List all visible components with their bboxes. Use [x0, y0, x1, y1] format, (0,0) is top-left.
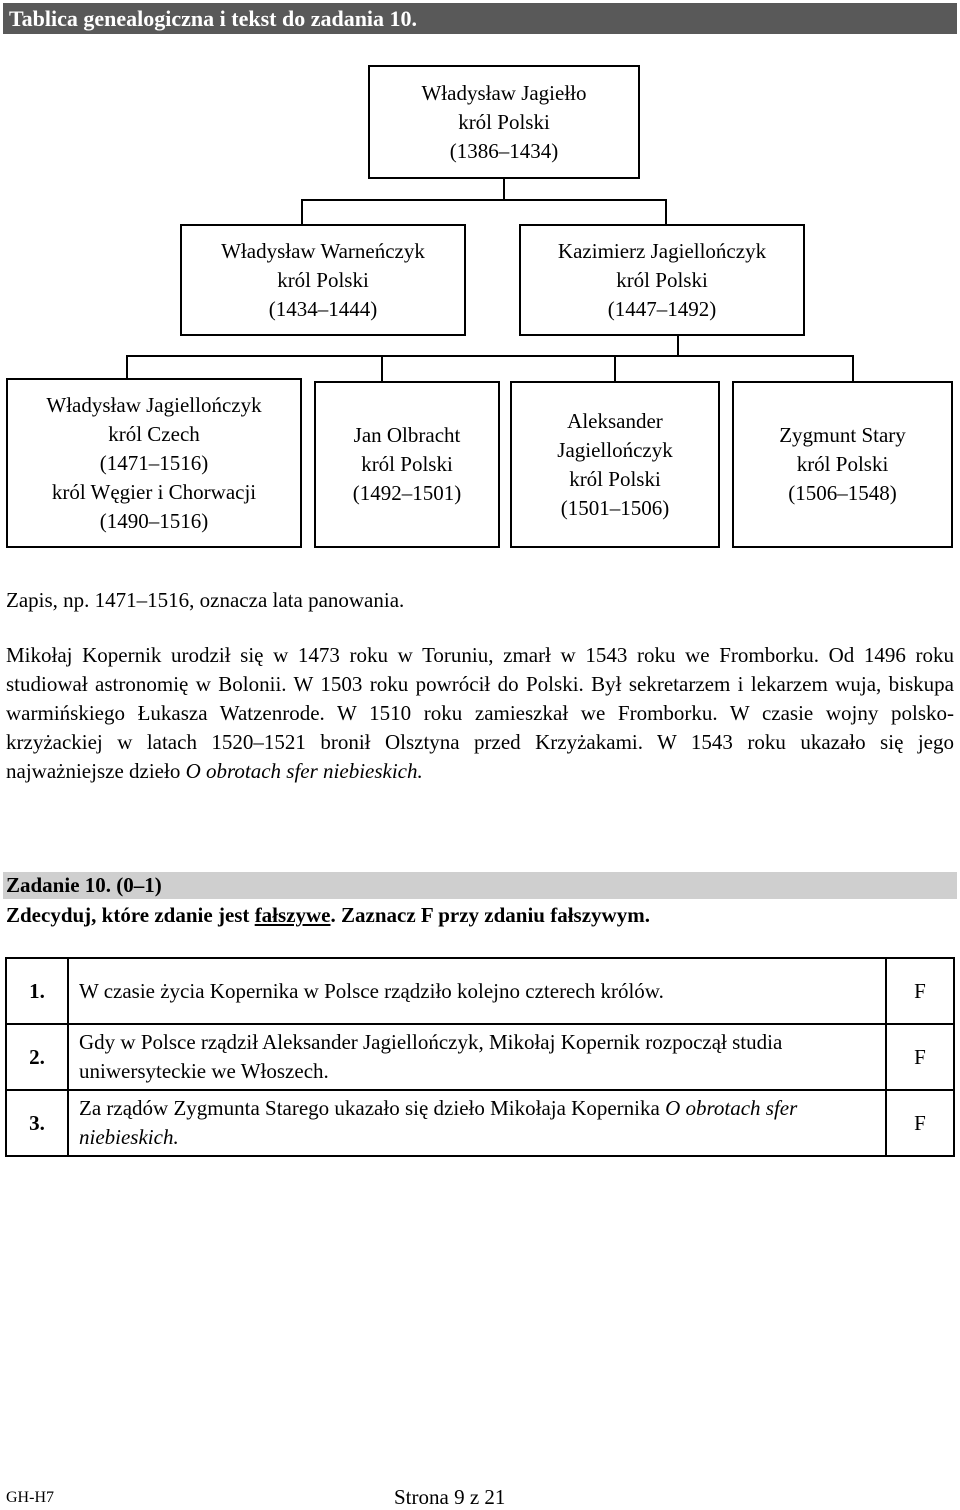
node-line: (1471–1516): [99, 450, 209, 475]
node-title: król Polski: [616, 267, 708, 292]
row-statement: [68, 1090, 886, 1156]
statement-text: W czasie życia Kopernika w Polsce rządziło kolejno czterech królów.: [79, 978, 664, 1003]
tree-connector: [503, 178, 505, 200]
row-statement: [68, 958, 886, 1024]
row-number: 1.: [6, 958, 68, 1024]
node-years: (1434–1444): [268, 296, 378, 321]
tree-connector: [614, 355, 616, 382]
tree-connector: [126, 355, 854, 357]
node-line: Władysław Jagiellończyk: [46, 392, 262, 417]
section-header: Tablica genealogiczna i tekst do zadania 10.: [3, 3, 957, 34]
instruction-pre: Zdecyduj, które zdanie jest: [6, 903, 255, 927]
tree-connector: [665, 199, 667, 225]
tree-connector: [301, 199, 667, 201]
node-line: Jagiellończyk: [557, 437, 673, 462]
task-instruction: [6, 901, 650, 930]
tree-node-wladyslaw-jagiellonczyk: [6, 378, 302, 548]
node-line: Aleksander: [567, 408, 663, 433]
tree-note: Zapis, np. 1471–1516, oznacza lata panowania.: [6, 588, 405, 612]
tree-connector: [381, 355, 383, 382]
table-row: [6, 1024, 954, 1090]
statement-text: Za rządów Zygmunta Starego ukazało się dzieło Mikołaja Kopernika: [79, 1096, 666, 1120]
answer-mark-f[interactable]: F: [886, 1024, 954, 1090]
footer-page-number: Strona 9 z 21: [394, 1485, 506, 1509]
row-number: 2.: [6, 1024, 68, 1090]
tree-node-warnenczyk: [180, 224, 466, 336]
table-row: [6, 958, 954, 1024]
tree-node-root: [368, 65, 640, 179]
node-line: król Polski: [569, 466, 661, 491]
node-name: Władysław Warneńczyk: [221, 238, 425, 263]
node-years: (1386–1434): [449, 138, 559, 163]
node-years: (1447–1492): [607, 296, 717, 321]
statement-text: Gdy w Polsce rządził Aleksander Jagiellończyk, Mikołaj Kopernik rozpoczął studia uniwersyteckie we Włoszech.: [79, 1030, 783, 1083]
statement-italic: O obrotach sfer niebieskich.: [79, 1096, 798, 1149]
biography-title-italic: O obrotach sfer niebieskich.: [185, 759, 423, 783]
tree-connector: [852, 355, 854, 382]
task-title: Zadanie 10. (0–1): [3, 872, 957, 899]
footer-code: GH-H7: [6, 1489, 54, 1506]
answer-table: [5, 957, 955, 1157]
node-line: (1506–1548): [788, 481, 897, 505]
answer-mark-f[interactable]: F: [886, 958, 954, 1024]
node-line: Zygmunt Stary: [779, 423, 906, 447]
node-line: król Czech: [108, 421, 200, 446]
instruction-underlined: fałszywe: [254, 903, 331, 927]
table-row: [6, 1090, 954, 1156]
tree-connector: [677, 336, 679, 356]
node-title: król Polski: [277, 267, 369, 292]
node-name: Kazimierz Jagiellończyk: [557, 238, 767, 263]
biography-paragraph: [6, 641, 954, 786]
node-line: (1492–1501): [352, 481, 462, 505]
node-line: Jan Olbracht: [353, 423, 461, 447]
tree-node-aleksander: [510, 381, 720, 548]
node-line: (1501–1506): [560, 495, 670, 520]
tree-node-jan-olbracht: [314, 381, 500, 548]
tree-node-zygmunt-stary: [732, 381, 953, 548]
node-line: król Polski: [796, 452, 889, 476]
answer-mark-f[interactable]: F: [886, 1090, 954, 1156]
row-statement: [68, 1024, 886, 1090]
node-line: (1490–1516): [99, 508, 209, 533]
biography-text: Mikołaj Kopernik urodził się w 1473 roku w Toruniu, zmarł w 1543 roku we Fromborku. Od 1496 roku studiował astronomię w Bolonii. W 1503 roku powrócił do Polski. Był sekretarzem i lekarzem wuja, biskupa warmińskiego Łukasza Watzenrode. W 1510 roku zamieszkał we Fromborku. W czasie wojny polsko-krzyżackiej w latach 1520–1521 bronił Olsztyna przed Krzyżakami. W 1543 roku ukazało się jego najważniejsze dzieło: [6, 643, 954, 783]
node-line: król Węgier i Chorwacji: [51, 479, 257, 504]
instruction-post: . Zaznacz F przy zdaniu fałszywym.: [330, 903, 650, 927]
node-name: Władysław Jagiełło: [421, 80, 587, 105]
node-line: król Polski: [361, 452, 453, 476]
node-title: król Polski: [458, 109, 550, 134]
tree-connector: [126, 355, 128, 379]
tree-connector: [301, 199, 303, 225]
tree-node-kazimierz: [519, 224, 805, 336]
row-number: 3.: [6, 1090, 68, 1156]
